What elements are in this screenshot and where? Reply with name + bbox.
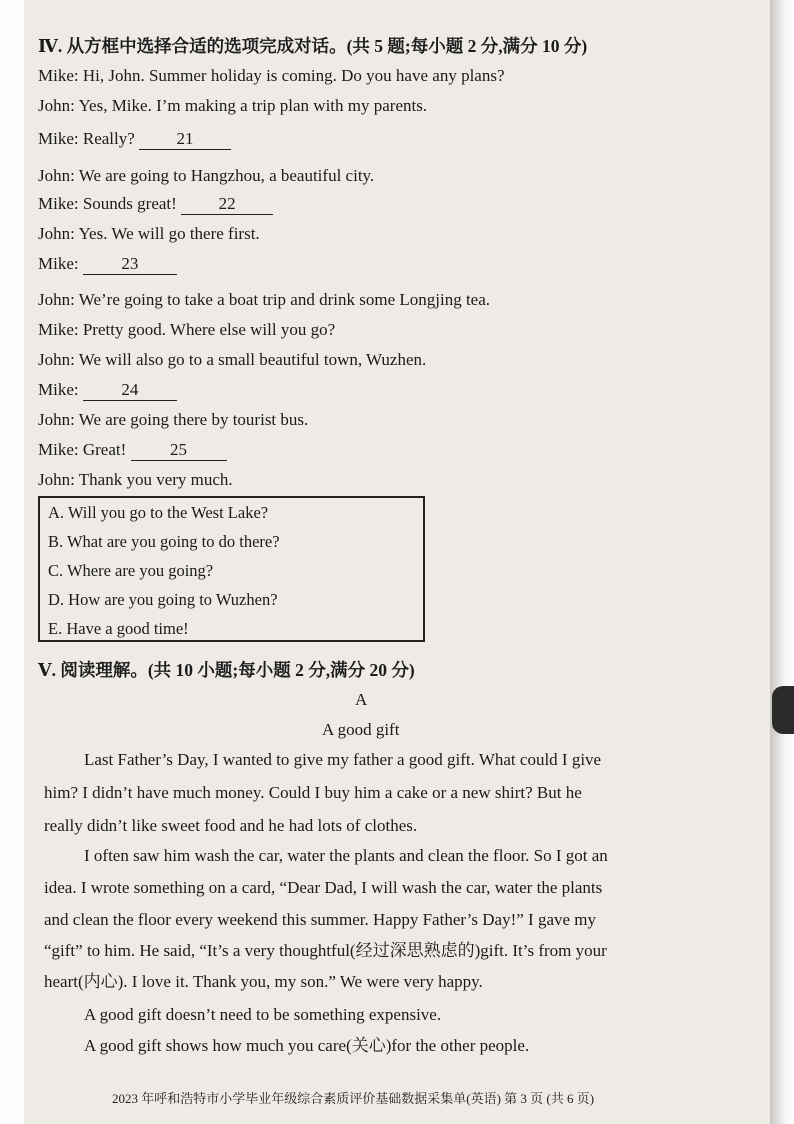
dialogue-line — [38, 440, 227, 461]
option-d: D. How are you going to Wuzhen? — [48, 590, 278, 609]
answer-blank-25[interactable]: 25 — [131, 440, 227, 461]
passage-line: and clean the floor every weekend this summer. Happy Father’s Day!” I gave my — [44, 910, 597, 929]
dialogue-text: Mike: — [38, 254, 79, 273]
section-4-title: Ⅳ. 从方框中选择合适的选项完成对话。(共 5 题;每小题 2 分,满分 10 分) — [38, 36, 588, 56]
dialogue-text: Mike: Great! — [38, 440, 127, 459]
page-footer: 2023 年呼和浩特市小学毕业年级综合素质评价基础数据采集单(英语) 第 3 页 (共 6 页) — [112, 1091, 595, 1106]
passage-line: him? I didn’t have much money. Could I buy him a cake or a new shirt? But he — [44, 783, 582, 802]
passage-line: heart(内心). I love it. Thank you, my son.” We were very happy. — [44, 972, 483, 991]
dialogue-text: Mike: Pretty good. Where else will you go? — [38, 320, 336, 339]
dialogue-line — [38, 166, 374, 186]
options-box — [38, 496, 425, 642]
dialogue-line — [38, 254, 177, 275]
dialogue-text: John: We will also go to a small beautiful town, Wuzhen. — [38, 350, 427, 369]
answer-blank-22[interactable]: 22 — [181, 194, 273, 215]
passage-letter: A — [355, 690, 368, 709]
passage-line: A good gift doesn’t need to be something expensive. — [84, 1005, 442, 1024]
dialogue-line — [38, 470, 233, 490]
answer-blank-24[interactable]: 24 — [83, 380, 177, 401]
dialogue-line — [38, 410, 308, 430]
option-b: B. What are you going to do there? — [48, 532, 280, 551]
section-5-title: Ⅴ. 阅读理解。(共 10 小题;每小题 2 分,满分 20 分) — [38, 660, 415, 680]
dialogue-line — [38, 320, 335, 340]
dialogue-line — [38, 96, 427, 116]
dialogue-text: John: We are going to Hangzhou, a beautiful city. — [38, 166, 375, 185]
dialogue-text: John: Thank you very much. — [38, 470, 233, 489]
page-edge-shadow — [770, 0, 794, 1124]
dialogue-text: John: Yes, Mike. I’m making a trip plan with my parents. — [38, 96, 428, 115]
passage-title: A good gift — [322, 720, 400, 739]
dialogue-line — [38, 290, 490, 310]
dialogue-text: John: We’re going to take a boat trip and drink some Longjing tea. — [38, 290, 491, 309]
dialogue-text: Mike: Really? — [38, 129, 135, 148]
dialogue-text: John: We are going there by tourist bus. — [38, 410, 309, 429]
passage-line: Last Father’s Day, I wanted to give my father a good gift. What could I give — [84, 750, 602, 769]
dialogue-text: John: Yes. We will go there first. — [38, 224, 260, 243]
answer-blank-23[interactable]: 23 — [83, 254, 177, 275]
dialogue-line — [38, 224, 260, 244]
dialogue-line — [38, 66, 505, 86]
dialogue-text: Mike: — [38, 380, 79, 399]
dialogue-line — [38, 380, 177, 401]
binder-clip — [772, 686, 794, 734]
passage-line: really didn’t like sweet food and he had lots of clothes. — [44, 816, 418, 835]
dialogue-line — [38, 194, 273, 215]
option-e: E. Have a good time! — [48, 619, 189, 638]
option-a: A. Will you go to the West Lake? — [48, 503, 269, 522]
dialogue-line — [38, 350, 426, 370]
passage-line: I often saw him wash the car, water the plants and clean the floor. So I got an — [84, 846, 608, 865]
option-c: C. Where are you going? — [48, 561, 214, 580]
dialogue-line — [38, 129, 231, 150]
passage-line: idea. I wrote something on a card, “Dear Dad, I will wash the car, water the plants — [44, 878, 603, 897]
answer-blank-21[interactable]: 21 — [139, 129, 231, 150]
dialogue-text: Mike: Hi, John. Summer holiday is coming. Do you have any plans? — [38, 66, 505, 85]
passage-line: “gift” to him. He said, “It’s a very thoughtful(经过深思熟虑的)gift. It’s from your — [44, 941, 607, 960]
passage-line: A good gift shows how much you care(关心)for the other people. — [84, 1036, 530, 1055]
dialogue-text: Mike: Sounds great! — [38, 194, 177, 213]
